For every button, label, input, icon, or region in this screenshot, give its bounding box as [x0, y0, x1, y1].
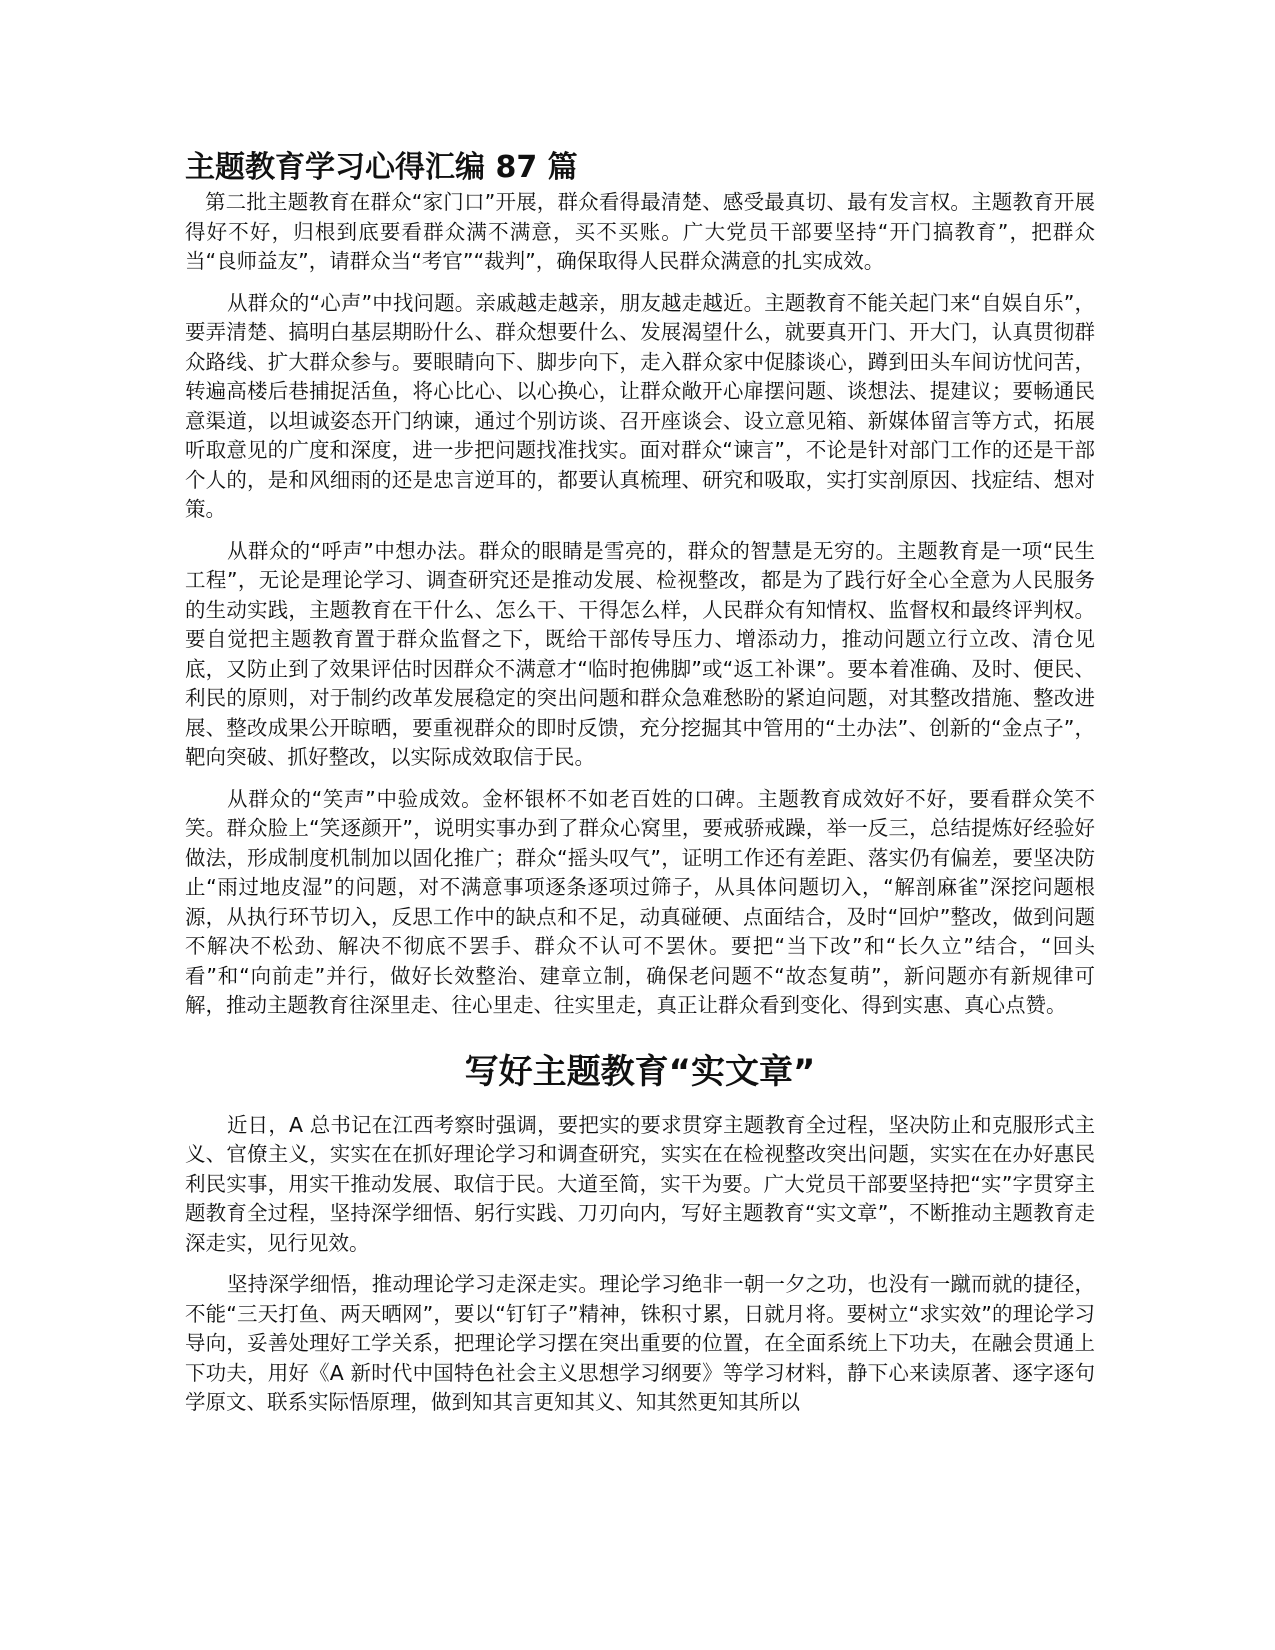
section-title: 写好主题教育“实文章” [464, 1051, 816, 1092]
paragraph: 从群众的“笑声”中验成效。金杯银杯不如老百姓的口碑。主题教育成效好不好，要看群众笑不笑。群众脸上“笑逐颜开”，说明实事办到了群众心窝里，要戒骄戒躁，举一反三，总结提炼好经验好做法，形成制度机制加以固化推广；群众“摇头叹气”，证明工作还有差距、落实仍有偏差，要坚决防止“雨过地皮湿”的问题，对不满意事项逐条逐项过筛子，从具体问题切入，“解剖麻雀”深挖问题根源，从执行环节切入，反思工作中的缺点和不足，动真碰硬、点面结合，及时“回炉”整改，做到问题不解决不松劲、解决不彻底不罢手、群众不认可不罢休。要把“当下改”和“长久立”结合，“回头看”和“向前走”并行，做好长效整治、建章立制，确保老问题不“故态复萌”，新问题亦有新规律可解，推动主题教育往深里走、往心里走、往实里走，真正让群众看到变化、得到实惠、真心点赞。 [185, 786, 1095, 1017]
paragraph: 从群众的“呼声”中想办法。群众的眼睛是雪亮的，群众的智慧是无穷的。主题教育是一项“民生工程”，无论是理论学习、调查研究还是推动发展、检视整改，都是为了践行好全心全意为人民服务的生动实践，主题教育在干什么、怎么干、干得怎么样，人民群众有知情权、监督权和最终评判权。要自觉把主题教育置于群众监督之下，既给干部传导压力、增添动力，推动问题立行立改、清仓见底，又防止到了效果评估时因群众不满意才“临时抱佛脚”或“返工补课”。要本着准确、及时、便民、利民的原则，对于制约改革发展稳定的突出问题和群众急难愁盼的紧迫问题，对其整改措施、整改进展、整改成果公开晾晒，要重视群众的即时反馈，充分挖掘其中管用的“土办法”、创新的“金点子”，靶向突破、抓好整改，以实际成效取信于民。 [185, 538, 1095, 769]
document-title: 主题教育学习心得汇编 87 篇 [185, 150, 578, 185]
section-2 [185, 1049, 1095, 1418]
document-page [185, 148, 1095, 1430]
paragraph: 从群众的“心声”中找问题。亲戚越走越亲，朋友越走越近。主题教育不能关起门来“自娱自乐”，要弄清楚、搞明白基层期盼什么、群众想要什么、发展渴望什么，就要真开门、开大门，认真贯彻群众路线、扩大群众参与。要眼睛向下、脚步向下，走入群众家中促膝谈心，蹲到田头车间访忧问苦，转遍高楼后巷捕捉活鱼，将心比心、以心换心，让群众敞开心扉摆问题、谈想法、提建议；要畅通民意渠道，以坦诚姿态开门纳谏，通过个别访谈、召开座谈会、设立意见箱、新媒体留言等方式，拓展听取意见的广度和深度，进一步把问题找准找实。面对群众“谏言”，不论是针对部门工作的还是干部个人的，是和风细雨的还是忠言逆耳的，都要认真梳理、研究和吸取，实打实剖原因、找症结、想对策。 [185, 290, 1095, 521]
paragraph: 坚持深学细悟，推动理论学习走深走实。理论学习绝非一朝一夕之功，也没有一蹴而就的捷径，不能“三天打鱼、两天晒网”，要以“钉钉子”精神，铢积寸累，日就月将。要树立“求实效”的理论学习导向，妥善处理好工学关系，把理论学习摆在突出重要的位置，在全面系统上下功夫，在融会贯通上下功夫，用好《A 新时代中国特色社会主义思想学习纲要》等学习材料，静下心来读原著、逐字逐句学原文、联系实际悟原理，做到知其言更知其义、知其然更知其所以 [185, 1272, 1095, 1414]
section-1 [185, 188, 1095, 1021]
paragraph: 近日，A 总书记在江西考察时强调，要把实的要求贯穿主题教育全过程，坚决防止和克服形式主义、官僚主义，实实在在抓好理论学习和调查研究，实实在在检视整改突出问题，实实在在办好惠民利民实事，用实干推动发展、取信于民。大道至简，实干为要。广大党员干部要坚持把“实”字贯穿主题教育全过程，坚持深学细悟、躬行实践、刀刃向内，写好主题教育“实文章”，不断推动主题教育走深走实，见行见效。 [185, 1112, 1095, 1255]
paragraph: 第二批主题教育在群众“家门口”开展，群众看得最清楚、感受最真切、最有发言权。主题教育开展得好不好，归根到底要看群众满不满意，买不买账。广大党员干部要坚持“开门搞教育”，把群众当“良师益友”，请群众当“考官”“裁判”，确保取得人民群众满意的扎实成效。 [185, 190, 1095, 273]
